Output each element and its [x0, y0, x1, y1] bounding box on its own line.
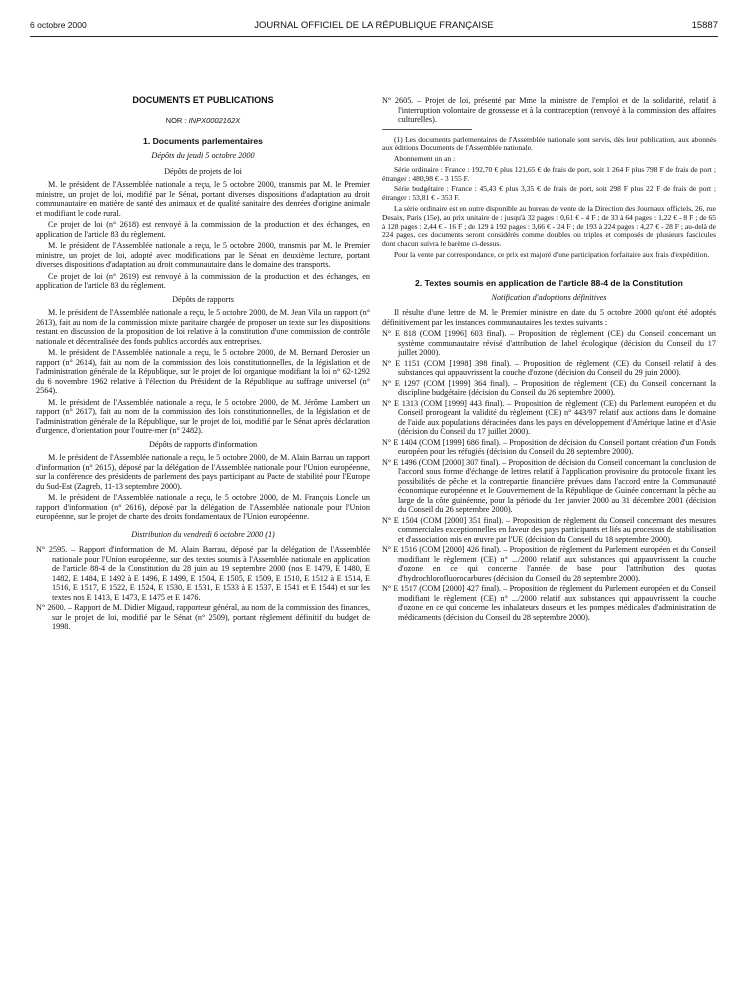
depots-info-heading: Dépôts de rapports d'information: [148, 439, 258, 449]
depots-projets-heading: Dépôts de projets de loi: [164, 166, 242, 176]
depots-date: Dépôts du jeudi 5 octobre 2000: [151, 151, 255, 160]
paragraph: M. le président de l'Assemblée nationale a reçu, le 5 octobre 2000, transmis par M. le Premier ministre, un projet de loi, adopté avec modifications par le Sénat en deuxième lecture, portant diverses dispositions d'adaptation au droit communautaire dans le domaine des transports.: [36, 241, 370, 269]
paragraph: M. le président de l'Assemblée nationale a reçu, le 5 octobre 2000, transmis par M. le Premier ministre, un projet de loi, modifié par le Sénat, portant diverses dispositions d'adaptation au droit communautaire en matière de santé des animaux et de qualité sanitaire des denrées d'origine animale et modifiant le code rural.: [36, 180, 370, 218]
list-item: N° E 1151 (COM [1998] 398 final). – Proposition de règlement (CE) du Conseil relatif à des substances qui appauvrissent la couche d'ozone (décision du Conseil du 29 juin 2000).: [382, 358, 716, 378]
list-item: N° 2595. – Rapport d'information de M. Alain Barrau, déposé par la délégation de l'Assemblée nationale pour l'Union européenne, sur des textes soumis à l'Assemblée nationale en application de l'article 88-4 de la Constitution du 28 juin au 19 septembre 2000 (nos E 1479, E 1480, E 1482, E 1484, E 1492 à E 1496, E 1499, E 1504, E 1505, E 1509, E 1510, E 1512 à E 1514, E 1516, E 1517, E 1522, E 1524, E 1530, E 1531, E 1533 à E 1537, E 1541 et E 1544) et sur les textes nos E 1413, E 1473, E 1475 et E 1476.: [36, 545, 370, 602]
paragraph: Ce projet de loi (n° 2619) est renvoyé à la commission de la production et des échanges, en application de l'article 83 du règlement.: [36, 271, 370, 290]
footnote-line: Abonnement un an :: [394, 154, 456, 164]
list-item: N° E 1404 (COM [1999] 686 final). – Proposition de décision du Conseil portant création d'un Fonds européen pour les réfugiés (décision du Conseil du 28 septembre 2000).: [382, 437, 716, 457]
list-item: N° 2600. – Rapport de M. Didier Migaud, rapporteur général, au nom de la commission des finances, sur le projet de loi, modifié par le Sénat (n° 2509), portant règlement définitif du budget de 1998.: [36, 603, 370, 631]
footnote-line: Pour la vente par correspondance, ce prix est majoré d'une participation forfaitaire aux frais d'expédition.: [394, 250, 710, 260]
list-item: N° 2605. – Projet de loi, présenté par Mme la ministre de l'emploi et de la solidarité, relatif à l'interruption volontaire de grossesse et à la contraception (renvoyé à la commission des affaires culturelles).: [382, 96, 716, 124]
nor-code: INPX0002162X: [188, 115, 241, 125]
section-1-heading: 1. Documents parlementaires: [143, 136, 263, 146]
notification-heading: Notification d'adoptions définitives: [491, 292, 607, 302]
nor-reference: [36, 116, 370, 126]
footnote-line: (1) Les documents parlementaires de l'Assemblée nationale sont servis, dès leur publication, aux abonnés aux éditions Documents de l'Assemblée nationale.: [382, 134, 716, 153]
footnote-line: La série ordinaire est en outre disponible au bureau de vente de la Direction des Journaux officiels, 26, rue Desaix, Paris (15e), au prix unitaire de : jusqu'à 32 pages : 0,61 € - 4 F ; de 33 à 64 pages : 1,22 € - 8 F ; de 65 à 128 pages : 2,44 € - 16 F ; de 129 à 192 pages : 3,66 € - 24 F ; de 193 à 224 pages : 4,27 € - 28 F ; au-delà de 224 pages, ces documents seront considérés comme doubles ou triples et composés de plusieurs fascicules dont chacun suivra le barème ci-dessus.: [382, 204, 716, 249]
paragraph: M. le président de l'Assemblée nationale a reçu, le 5 octobre 2000, de M. Jérôme Lambert un rapport (n° 2617), fait au nom de la commission des lois constitutionnelles, de la législation et de l'administration générale de la République, sur le projet de loi, modifié par le Sénat après déclaration d'urgence, d'orientation pour l'outre-mer (n° 2482).: [36, 397, 370, 435]
footnote: [382, 136, 716, 260]
header-page-number: 15887: [691, 20, 718, 31]
section-2-heading: 2. Textes soumis en application de l'article 88-4 de la Constitution: [415, 277, 683, 288]
list-item: N° E 1496 (COM [2000] 307 final). – Proposition de décision du Conseil concernant la conclusion de l'accord sous forme d'échange de lettres relatif à l'application provisoire du protocole fixant les possibilités de pêche et la contrepartie financière prévues dans l'accord entre la Communauté économique européenne et le Gouvernement de la République de Guinée concernant la pêche au large de la côte guinéenne, pour la période du 1er janvier 2000 au 31 décembre 2001 (décision du Conseil du 26 septembre 2000).: [382, 457, 716, 515]
paragraph: M. le président de l'Assemblée nationale a reçu, le 5 octobre 2000, de M. Alain Barrau un rapport d'information (n° 2615), déposé par la délégation de l'Assemblée nationale pour l'Union européenne, sur la conférence des présidents de parlement des pays participant au Pacte de stabilité pour l'Europe du Sud-Est (Zagreb, 11-13 septembre 2000).: [36, 453, 370, 491]
list-item: N° E 1313 (COM [1999] 443 final). – Proposition de règlement (CE) du Parlement européen et du Conseil prorogeant la validité du règlement (CE) n° 443/97 relatif aux actions dans le domaine de l'aide aux populations déracinées dans les pays en développement d'Amérique latine et d'Asie (décision du Conseil du 17 juillet 2000).: [382, 398, 716, 437]
left-column: [36, 96, 370, 633]
list-item: N° E 1504 (COM [2000] 351 final). – Proposition de règlement du Conseil concernant des mesures commerciales exceptionnelles en faveur des pays participants et liés au processus de stabilisation et d'association mis en œuvre par l'UE (décision du Conseil du 18 septembre 2000).: [382, 515, 716, 544]
header-journal-title: JOURNAL OFFICIEL DE LA RÉPUBLIQUE FRANÇAISE: [254, 20, 494, 31]
paragraph: M. le président de l'Assemblée nationale a reçu, le 5 octobre 2000, de M. Bernard Derosier un rapport (n° 2614), fait au nom de la commission des lois constitutionnelles, de la législation et de l'administration générale de la République, sur le projet de loi organique modifiant la loi n° 62-1292 du 6 novembre 1962 relative à l'élection du Président de la République au suffrage universel (n° 2564).: [36, 348, 370, 395]
list-item: N° E 1517 (COM [2000] 427 final). – Proposition de règlement du Parlement européen et du Conseil modifiant le règlement (CE) n° .../2000 relatif aux substances qui appauvrissent la couche d'ozone en ce qui concerne les inhalateurs doseurs et les pompes médicales d'administration de médicaments (décision du Conseil du 28 septembre 2000).: [382, 584, 716, 622]
page-header: [30, 20, 718, 34]
nor-label: NOR :: [165, 115, 189, 125]
right-column: [382, 96, 716, 623]
list-item: N° E 1297 (COM [1999] 364 final). – Proposition de règlement (CE) du Conseil concernant la discipline budgétaire (décision du Conseil du 26 septembre 2000).: [382, 378, 716, 398]
documents-title: DOCUMENTS ET PUBLICATIONS: [132, 95, 274, 105]
depots-rapports-heading: Dépôts de rapports: [172, 294, 234, 304]
list-item: N° E 818 (COM [1996] 603 final). – Proposition de règlement (CE) du Conseil concernant un système communautaire révisé d'attribution de label écologique (décision du Conseil du 17 juillet 2000).: [382, 329, 716, 358]
header-date: 6 octobre 2000: [30, 20, 87, 30]
footnote-rule: [382, 129, 472, 130]
paragraph: Ce projet de loi (n° 2618) est renvoyé à la commission de la production et des échanges, en application de l'article 83 du règlement.: [36, 220, 370, 239]
distribution-heading: Distribution du vendredi 6 octobre 2000 (1): [131, 529, 275, 539]
footnote-line: Série ordinaire : France : 192,70 € plus 121,65 € de frais de port, soit 1 264 F plus 798 F de frais de port ; étranger : 480,98 € - 3 155 F.: [382, 164, 716, 183]
header-rule: [30, 36, 718, 37]
paragraph: M. le président de l'Assemblée nationale a reçu, le 5 octobre 2000, de M. François Loncle un rapport d'information (n° 2616), déposé par la délégation de l'Assemblée nationale pour l'Union européenne, sur le projet de charte des droits fondamentaux de l'Union européenne.: [36, 493, 370, 521]
paragraph: Il résulte d'une lettre de M. le Premier ministre en date du 5 octobre 2000 qu'ont été adoptés définitivement par les instances communautaires les textes suivants :: [382, 308, 716, 327]
list-item: N° E 1516 (COM [2000] 426 final). – Proposition de règlement du Parlement européen et du Conseil modifiant le règlement (CE) n° .../2000 relatif aux substances qui appauvrissent la couche d'ozone en ce qui concerne l'année de base pour l'attribution des quotas d'hydrochlorofluorocarbures (décision du Conseil du 28 septembre 2000).: [382, 545, 716, 583]
footnote-line: Série budgétaire : France : 45,43 € plus 3,35 € de frais de port, soit 298 F plus 22 F de frais de port ; étranger : 53,81 € - 353 F.: [382, 184, 716, 203]
paragraph: M. le président de l'Assemblée nationale a reçu, le 5 octobre 2000, de M. Jean Vila un rapport (n° 2613), fait au nom de la commission mixte paritaire chargée de proposer un texte sur les dispositions restant en discussion de la proposition de loi relative à la constitution d'une commission de contrôle nationale et décentralisée des fonds publics accordés aux entreprises.: [36, 308, 370, 346]
